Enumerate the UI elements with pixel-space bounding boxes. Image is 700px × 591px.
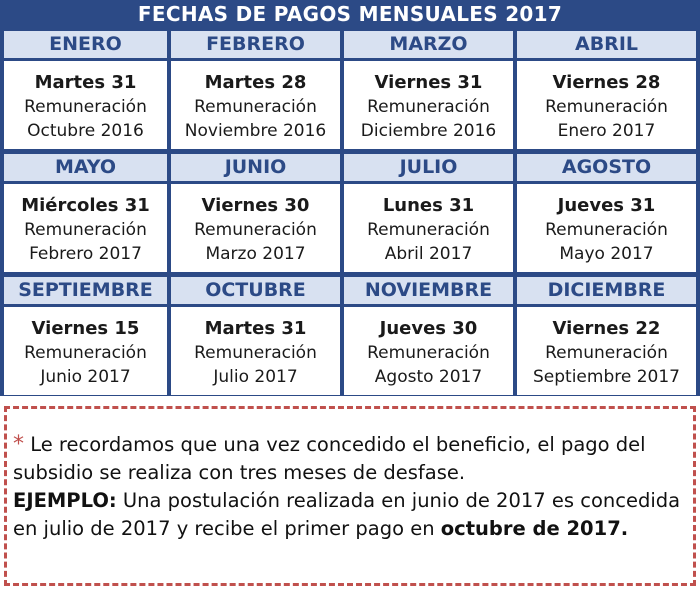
payment-period: Noviembre 2016	[184, 121, 327, 141]
payment-label: Remuneración	[194, 343, 317, 363]
month-cell-julio	[344, 184, 513, 272]
payment-day: Lunes 31	[382, 195, 475, 216]
month-header-noviembre: NOVIEMBRE	[344, 277, 513, 304]
payment-label: Remuneración	[367, 220, 490, 240]
month-cell-mayo	[4, 184, 167, 272]
month-cell-septiembre	[4, 307, 167, 395]
payment-period: Julio 2017	[213, 367, 298, 387]
payment-period: Octubre 2016	[27, 121, 144, 141]
payment-period: Agosto 2017	[374, 367, 483, 387]
payment-day: Martes 31	[34, 72, 137, 93]
payment-period: Enero 2017	[557, 121, 656, 141]
payment-label: Remuneración	[545, 97, 668, 117]
month-header-diciembre: DICIEMBRE	[517, 277, 696, 304]
example-label: EJEMPLO:	[13, 489, 117, 512]
payment-day: Viernes 31	[374, 72, 483, 93]
note-asterisk: *	[13, 432, 24, 457]
payment-label: Remuneración	[24, 220, 147, 240]
note-text-1: Le recordamos que una vez concedido el beneficio, el pago del subsidio se realiza con tres meses de desfase.	[13, 433, 646, 484]
month-cell-marzo	[344, 61, 513, 149]
payment-period: Febrero 2017	[29, 244, 142, 264]
payment-label: Remuneración	[545, 343, 668, 363]
note-text-2: Una postulación realizada en junio de 2017 es concedida en julio de 2017 y recibe el primer pago en	[13, 489, 681, 540]
month-cell-enero	[4, 61, 167, 149]
month-cell-abril	[517, 61, 696, 149]
payment-label: Remuneración	[24, 97, 147, 117]
payment-period: Junio 2017	[40, 367, 131, 387]
payment-day: Miércoles 31	[21, 195, 150, 216]
payment-day: Viernes 22	[552, 318, 661, 339]
payment-day: Martes 31	[204, 318, 307, 339]
month-header-junio: JUNIO	[171, 154, 340, 181]
payment-day: Jueves 31	[557, 195, 656, 216]
payment-day: Viernes 30	[201, 195, 310, 216]
payment-label: Remuneración	[194, 220, 317, 240]
month-header-abril: ABRIL	[517, 31, 696, 58]
payment-label: Remuneración	[194, 97, 317, 117]
payment-period: Marzo 2017	[205, 244, 306, 264]
month-header-octubre: OCTUBRE	[171, 277, 340, 304]
month-header-agosto: AGOSTO	[517, 154, 696, 181]
payment-label: Remuneración	[545, 220, 668, 240]
month-cell-octubre	[171, 307, 340, 395]
info-note	[4, 406, 696, 586]
payment-day: Jueves 30	[379, 318, 478, 339]
note-highlight: octubre de 2017.	[440, 517, 629, 540]
month-cell-junio	[171, 184, 340, 272]
month-header-febrero: FEBRERO	[171, 31, 340, 58]
payment-label: Remuneración	[367, 343, 490, 363]
month-cell-agosto	[517, 184, 696, 272]
month-header-enero: ENERO	[4, 31, 167, 58]
payment-period: Diciembre 2016	[360, 121, 497, 141]
payment-label: Remuneración	[24, 343, 147, 363]
month-cell-diciembre	[517, 307, 696, 395]
payment-day: Viernes 28	[552, 72, 661, 93]
calendar-title: FECHAS DE PAGOS MENSUALES 2017	[137, 2, 563, 26]
payment-period: Septiembre 2017	[533, 367, 680, 387]
payment-label: Remuneración	[367, 97, 490, 117]
month-cell-noviembre	[344, 307, 513, 395]
month-header-julio: JULIO	[344, 154, 513, 181]
month-cell-febrero	[171, 61, 340, 149]
month-header-marzo: MARZO	[344, 31, 513, 58]
payment-day: Martes 28	[204, 72, 307, 93]
payment-day: Viernes 15	[31, 318, 140, 339]
month-header-septiembre: SEPTIEMBRE	[4, 277, 167, 304]
payment-period: Abril 2017	[384, 244, 473, 264]
payment-period: Mayo 2017	[559, 244, 654, 264]
month-header-mayo: MAYO	[4, 154, 167, 181]
